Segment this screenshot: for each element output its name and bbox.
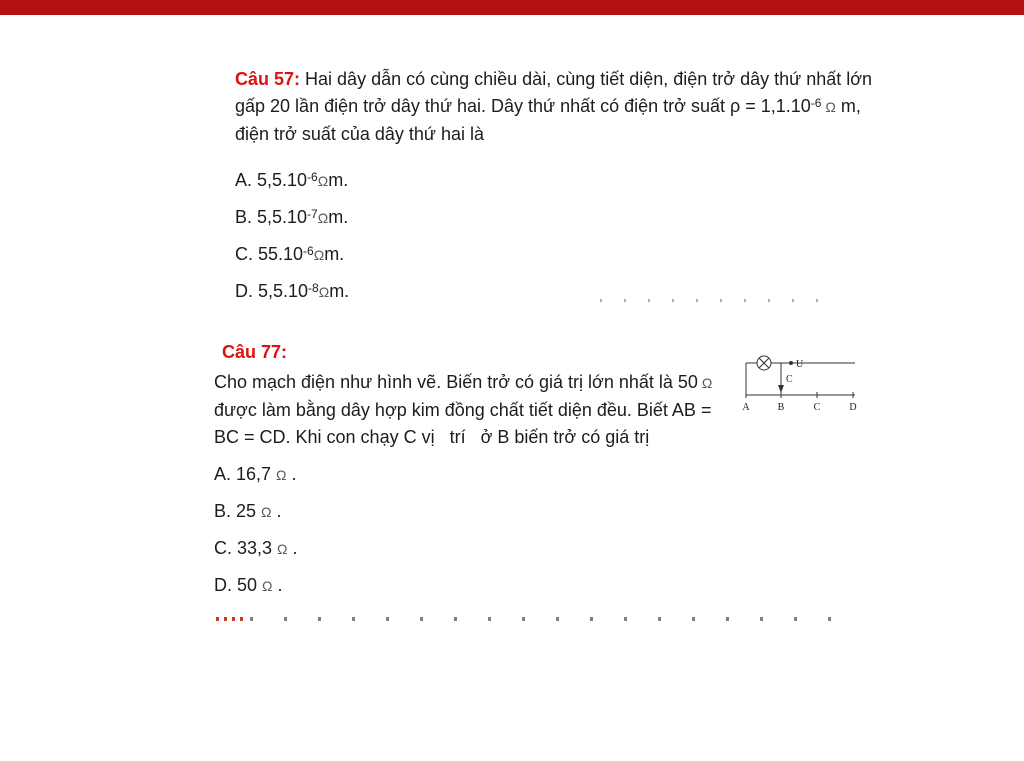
top-accent-bar: [0, 0, 1024, 15]
omega-symbol: Ω: [262, 578, 273, 594]
option-d-text: D. 50: [214, 575, 263, 595]
clipped-text-artifact-red: [216, 617, 246, 621]
question-77-label-text: Câu 77:: [222, 342, 288, 362]
wiper-arrow-icon: [778, 385, 784, 393]
option-c-suffix: .: [287, 538, 298, 558]
question-57-label: Câu 57:: [235, 69, 301, 89]
omega-symbol: Ω: [317, 210, 329, 226]
question-77: [214, 369, 738, 600]
question-57-body-text-end: m, điện trở suất của dây thứ hai là: [235, 96, 861, 144]
option-d-suffix: .: [272, 575, 283, 595]
option-a-text: A. 5,5.10: [235, 170, 308, 190]
question-77-body-text-end: được làm bằng dây hợp kim đồng chất tiết diện đều. Biết AB = BC = CD. Khi con chạy C vị trí ở B biến trở có giá trị: [214, 400, 712, 447]
option-b: [214, 498, 738, 526]
clipped-text-artifact: [216, 617, 832, 621]
option-c: [214, 535, 738, 563]
question-57-body-text: Hai dây dẫn có cùng chiều dài, cùng tiết diện, điện trở dây thứ nhất lớn gấp 20 lần điện trở dây thứ hai. Dây thứ nhất có điện trở suất ρ = 1,1.10: [235, 69, 873, 116]
omega-symbol: Ω: [261, 504, 272, 520]
exponent: -8: [308, 281, 319, 295]
option-d-text: D. 5,5.10: [235, 281, 309, 301]
option-b-suffix: m.: [328, 207, 349, 227]
omega-symbol: Ω: [318, 284, 330, 300]
option-c-text: C. 33,3: [214, 538, 278, 558]
omega-symbol: Ω: [276, 467, 287, 483]
option-a-text: A. 16,7: [214, 464, 277, 484]
omega-symbol: Ω: [821, 99, 836, 115]
option-d-suffix: m.: [329, 281, 350, 301]
option-b-text: B. 5,5.10: [235, 207, 308, 227]
question-77-options: [214, 461, 738, 600]
diagram-label-b: B: [777, 402, 785, 413]
question-77-body-text: Cho mạch điện như hình vẽ. Biến trở có giá trị lớn nhất là 50: [214, 372, 698, 392]
omega-symbol: Ω: [277, 541, 288, 557]
exponent: -6: [810, 96, 822, 110]
omega-symbol: Ω: [697, 375, 713, 391]
question-57-text: [235, 66, 885, 148]
option-c: [235, 241, 885, 269]
question-57: [235, 66, 885, 306]
question-77-label: [222, 339, 287, 366]
exponent: -7: [307, 207, 318, 221]
option-b-text: B. 25: [214, 501, 262, 521]
option-a-suffix: m.: [328, 170, 349, 190]
option-d: [214, 572, 738, 600]
circuit-svg: [742, 352, 864, 414]
diagram-label-wiper-c: C: [786, 374, 793, 385]
omega-symbol: Ω: [317, 173, 329, 189]
option-c-suffix: m.: [324, 244, 345, 264]
option-a: [235, 167, 885, 195]
diagram-label-d: D: [849, 402, 857, 413]
question-57-options: [235, 167, 885, 306]
omega-symbol: Ω: [313, 247, 325, 263]
clipped-text-artifact: [600, 299, 826, 302]
option-a-suffix: .: [286, 464, 297, 484]
diagram-label-a: A: [742, 402, 750, 413]
option-a: [214, 461, 738, 489]
exponent: -6: [307, 170, 318, 184]
diagram-label-u: U: [796, 359, 804, 370]
circuit-diagram: [742, 352, 864, 414]
option-b: [235, 204, 885, 232]
option-c-text: C. 55.10: [235, 244, 304, 264]
diagram-label-c: C: [813, 402, 821, 413]
question-77-text: [214, 369, 738, 451]
exponent: -6: [303, 244, 314, 258]
terminal-dot: [789, 361, 793, 365]
option-b-suffix: .: [271, 501, 282, 521]
